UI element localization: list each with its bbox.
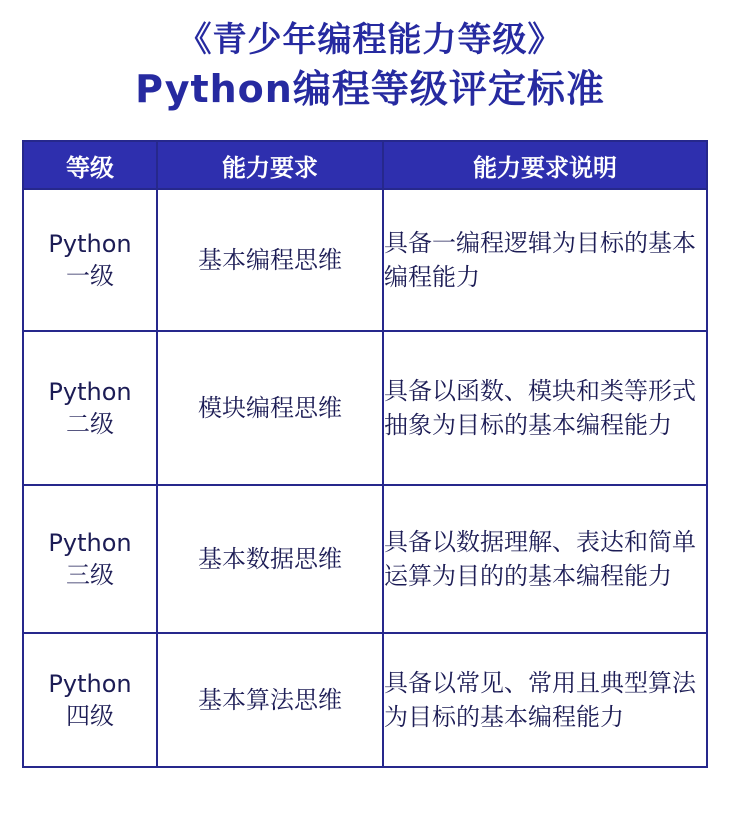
table-row bbox=[23, 633, 707, 767]
skill-cell: 基本编程思维 bbox=[157, 189, 383, 331]
level-number: 一级 bbox=[66, 262, 114, 290]
description-cell: 具备以函数、模块和类等形式抽象为目标的基本编程能力 bbox=[383, 331, 707, 485]
level-number: 四级 bbox=[66, 702, 114, 730]
level-cell bbox=[23, 331, 157, 485]
level-number: 二级 bbox=[66, 410, 114, 438]
description-cell: 具备以常见、常用且典型算法为目标的基本编程能力 bbox=[383, 633, 707, 767]
skill-cell: 模块编程思维 bbox=[157, 331, 383, 485]
document-title bbox=[0, 18, 740, 114]
table-header-row bbox=[23, 141, 707, 189]
level-cell bbox=[23, 189, 157, 331]
table-row bbox=[23, 331, 707, 485]
level-cell bbox=[23, 485, 157, 633]
level-name: Python bbox=[48, 670, 132, 698]
standards-table bbox=[22, 140, 708, 768]
header-level: 等级 bbox=[23, 141, 157, 189]
skill-cell: 基本算法思维 bbox=[157, 633, 383, 767]
header-description: 能力要求说明 bbox=[383, 141, 707, 189]
level-number: 三级 bbox=[66, 561, 114, 589]
level-name: Python bbox=[48, 230, 132, 258]
level-name: Python bbox=[48, 378, 132, 406]
table-row bbox=[23, 485, 707, 633]
header-skill: 能力要求 bbox=[157, 141, 383, 189]
description-cell: 具备一编程逻辑为目标的基本编程能力 bbox=[383, 189, 707, 331]
skill-cell: 基本数据思维 bbox=[157, 485, 383, 633]
table-row bbox=[23, 189, 707, 331]
title-line-1: 《青少年编程能力等级》 bbox=[177, 20, 563, 60]
level-cell bbox=[23, 633, 157, 767]
title-line-2: Python编程等级评定标准 bbox=[135, 67, 605, 111]
description-cell: 具备以数据理解、表达和简单运算为目的的基本编程能力 bbox=[383, 485, 707, 633]
level-name: Python bbox=[48, 529, 132, 557]
